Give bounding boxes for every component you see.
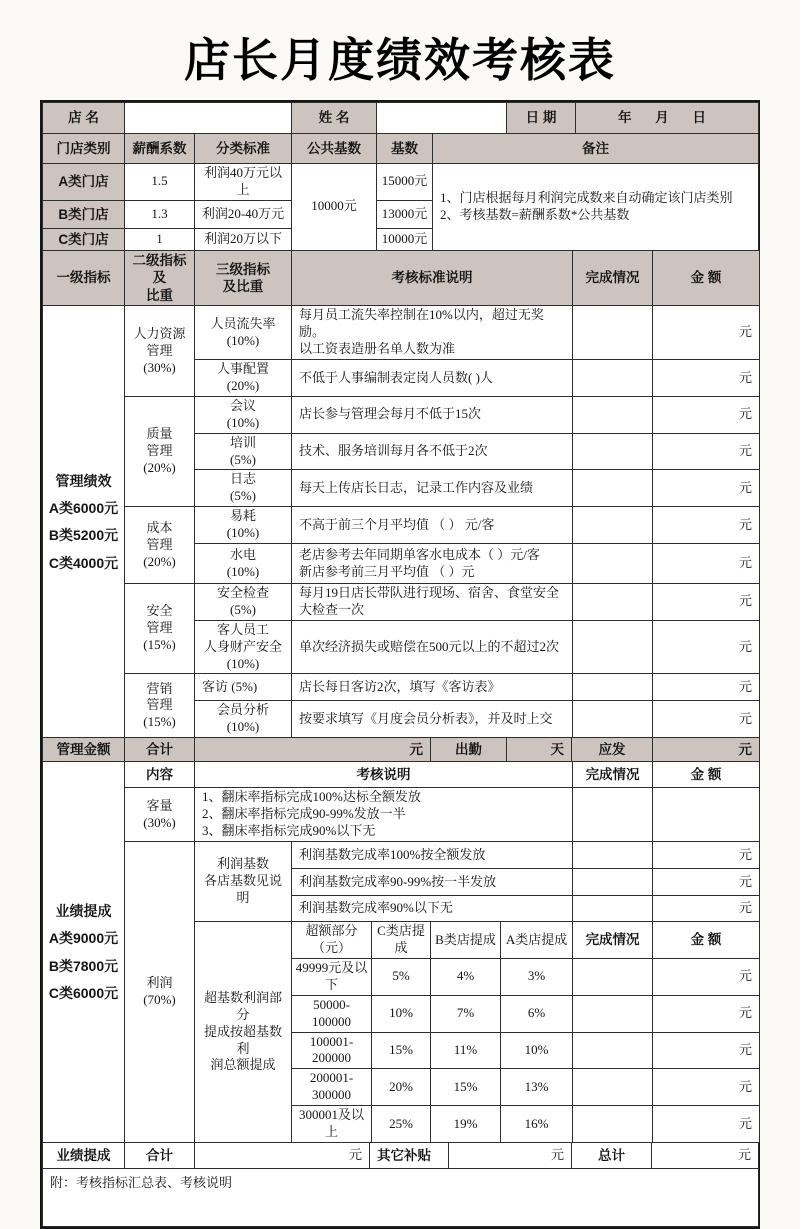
indicator-utilities-label: 水电 (10%) bbox=[195, 544, 292, 584]
table-row bbox=[43, 507, 760, 544]
amount-cell: 元 bbox=[653, 995, 760, 1032]
amount-cell: 元 bbox=[653, 674, 760, 701]
amount-cell: 元 bbox=[653, 470, 760, 507]
col-header-salary-coef: 薪酬系数 bbox=[125, 134, 195, 164]
group-quality-label: 质量 管理 (20%) bbox=[125, 396, 195, 506]
indicator-training-desc: 技术、服务培训每月各不低于2次 bbox=[292, 433, 573, 470]
status-input-cell[interactable] bbox=[573, 360, 653, 397]
footer-note-table bbox=[42, 1168, 759, 1227]
commission-total-unit: 元 bbox=[195, 1142, 370, 1168]
excess-c-pct: 15% bbox=[372, 1032, 431, 1069]
amount-cell: 元 bbox=[653, 869, 760, 896]
status-input-cell[interactable] bbox=[573, 584, 653, 621]
management-amount-label: 管理金额 bbox=[43, 738, 125, 762]
indicator-journal-desc: 每天上传店长日志，记录工作内容及业绩 bbox=[292, 470, 573, 507]
coef-a-value: 1.5 bbox=[125, 164, 195, 201]
indicator-training-label: 培训 (5%) bbox=[195, 433, 292, 470]
indicator-guest-property-label: 客人员工 人身财产安全 (10%) bbox=[195, 620, 292, 674]
indicator-turnover-desc: 每月员工流失率控制在10%以内，超过无奖励。 以工资表造册名单人数为准 bbox=[292, 306, 573, 360]
excess-range: 49999元及以下 bbox=[292, 959, 372, 996]
attachment-note: 附：考核指标汇总表、考核说明 bbox=[43, 1168, 759, 1226]
indicator-staffing-label: 人事配置 (20%) bbox=[195, 360, 292, 397]
header-level1-indicator: 一级指标 bbox=[43, 250, 125, 306]
coef-b-value: 1.3 bbox=[125, 200, 195, 228]
table-row bbox=[43, 842, 760, 869]
base-b-value: 13000元 bbox=[377, 200, 433, 228]
amount-cell: 元 bbox=[653, 306, 760, 360]
other-subsidy-unit: 元 bbox=[449, 1142, 572, 1168]
standard-b-value: 利润20-40万元 bbox=[195, 200, 292, 228]
excess-a-pct: 3% bbox=[501, 959, 573, 996]
person-name-label: 姓 名 bbox=[292, 103, 377, 134]
table-row bbox=[43, 584, 760, 621]
header-completion-status: 完成情况 bbox=[573, 762, 653, 788]
excess-a-pct: 10% bbox=[501, 1032, 573, 1069]
profit-base-rule: 利润基数完成率90-99%按一半发放 bbox=[292, 869, 573, 896]
col-header-store-type: 门店类别 bbox=[43, 134, 125, 164]
profit-base-rule: 利润基数完成率90%以下无 bbox=[292, 896, 573, 922]
commission-table bbox=[42, 761, 760, 1143]
amount-cell: 元 bbox=[653, 396, 760, 433]
status-input-cell[interactable] bbox=[573, 995, 653, 1032]
excess-c-pct: 20% bbox=[372, 1069, 431, 1106]
group-cost-label: 成本 管理 (20%) bbox=[125, 507, 195, 584]
group-hr-label: 人力资源 管理 (30%) bbox=[125, 306, 195, 396]
indicator-journal-label: 日志 (5%) bbox=[195, 470, 292, 507]
status-input-cell[interactable] bbox=[573, 674, 653, 701]
amount-cell: 元 bbox=[653, 896, 760, 922]
header-level3-indicator: 三级指标 及比重 bbox=[195, 250, 292, 306]
amount-cell: 元 bbox=[653, 584, 760, 621]
remark-line: 2、考核基数=薪酬系数*公共基数 bbox=[440, 206, 630, 222]
indicator-meeting-label: 会议 (10%) bbox=[195, 396, 292, 433]
store-category-table bbox=[42, 133, 759, 251]
header-amount: 金 额 bbox=[653, 250, 760, 306]
excess-range: 300001及以上 bbox=[292, 1106, 372, 1143]
grand-total-label: 总计 bbox=[572, 1142, 652, 1168]
indicator-member-analysis-label: 会员分析 (10%) bbox=[195, 701, 292, 738]
commission-total-label: 业绩提成 bbox=[43, 1142, 125, 1168]
grand-total-unit: 元 bbox=[652, 1142, 759, 1168]
store-type-b-label: B类门店 bbox=[43, 200, 125, 228]
status-input-cell[interactable] bbox=[573, 507, 653, 544]
table-row bbox=[43, 164, 759, 201]
public-base-value: 10000元 bbox=[292, 164, 377, 251]
guest-volume-label: 客量 (30%) bbox=[125, 788, 195, 842]
store-type-c-label: C类门店 bbox=[43, 228, 125, 250]
indicator-safety-check-desc: 每月19日店长带队进行现场、宿舍、食堂安全大检查一次 bbox=[292, 584, 573, 621]
management-total-unit: 元 bbox=[195, 738, 431, 762]
col-header-class-standard: 分类标准 bbox=[195, 134, 292, 164]
indicator-consumables-label: 易耗 (10%) bbox=[195, 507, 292, 544]
indicator-member-analysis-desc: 按要求填写《月度会员分析表》，并及时上交 bbox=[292, 701, 573, 738]
commission-level1-cell: 业绩提成 A类9000元 B类7800元 C类6000元 bbox=[43, 762, 125, 1143]
excess-header-c: C类店提成 bbox=[372, 922, 431, 959]
indicator-guest-visit-label: 客访 (5%) bbox=[195, 674, 292, 701]
excess-range: 100001-200000 bbox=[292, 1032, 372, 1069]
commission-subtotal-label: 合计 bbox=[125, 1142, 195, 1168]
excess-header-range: 超额部分（元） bbox=[292, 922, 372, 959]
excess-range: 200001-300000 bbox=[292, 1069, 372, 1106]
header-content: 内容 bbox=[125, 762, 195, 788]
info-row-table bbox=[42, 102, 759, 134]
status-input-cell[interactable] bbox=[573, 620, 653, 674]
coef-c-value: 1 bbox=[125, 228, 195, 250]
date-label: 日 期 bbox=[507, 103, 576, 134]
col-header-remarks: 备注 bbox=[433, 134, 759, 164]
excess-profit-rule-label: 超基数利润部分 提成按超基数利 润总额提成 bbox=[195, 922, 292, 1143]
indicator-turnover-label: 人员流失率 (10%) bbox=[195, 306, 292, 360]
indicator-meeting-desc: 店长参与管理会每月不低于15次 bbox=[292, 396, 573, 433]
table-row bbox=[43, 306, 760, 360]
status-input-cell[interactable] bbox=[573, 869, 653, 896]
group-marketing-label: 营销 管理 (15%) bbox=[125, 674, 195, 738]
table-row bbox=[43, 674, 760, 701]
profit-base-label: 利润基数 各店基数见说明 bbox=[195, 842, 292, 922]
amount-cell: 元 bbox=[653, 620, 760, 674]
base-a-value: 15000元 bbox=[377, 164, 433, 201]
indicator-guest-visit-desc: 店长每日客访2次，填写《客访表》 bbox=[292, 674, 573, 701]
status-input-cell[interactable] bbox=[573, 306, 653, 360]
amount-cell: 元 bbox=[653, 842, 760, 869]
management-total-table bbox=[42, 737, 760, 762]
excess-a-pct: 16% bbox=[501, 1106, 573, 1143]
person-name-input-cell[interactable] bbox=[377, 103, 507, 134]
amount-cell: 元 bbox=[653, 959, 760, 996]
guest-volume-desc: 1、翻床率指标完成100%达标全额发放 2、翻床率指标完成90-99%发放一半 3、翻床率指标完成90%以下无 bbox=[195, 788, 573, 842]
table-row bbox=[43, 396, 760, 433]
status-input-cell[interactable] bbox=[573, 896, 653, 922]
indicator-staffing-desc: 不低于人事编制表定岗人员数( )人 bbox=[292, 360, 573, 397]
page-title: 店长月度绩效考核表 bbox=[184, 34, 616, 86]
scanned-form-page bbox=[0, 24, 800, 1190]
col-header-public-base: 公共基数 bbox=[292, 134, 377, 164]
excess-range: 50000-100000 bbox=[292, 995, 372, 1032]
amount-cell: 元 bbox=[653, 433, 760, 470]
excess-b-pct: 4% bbox=[431, 959, 501, 996]
status-input-cell[interactable] bbox=[573, 701, 653, 738]
remark-line: 1、门店根据每月利润完成数来自动确定该门店类别 bbox=[440, 190, 733, 205]
excess-header-status: 完成情况 bbox=[573, 922, 653, 959]
store-type-a-label: A类门店 bbox=[43, 164, 125, 201]
store-name-label: 店 名 bbox=[43, 103, 125, 134]
amount-cell[interactable] bbox=[653, 788, 760, 842]
excess-b-pct: 11% bbox=[431, 1032, 501, 1069]
remarks-cell bbox=[433, 164, 759, 251]
amount-cell: 元 bbox=[653, 507, 760, 544]
amount-cell: 元 bbox=[653, 1106, 760, 1143]
amount-cell: 元 bbox=[653, 1069, 760, 1106]
header-completion-status: 完成情况 bbox=[573, 250, 653, 306]
indicator-guest-property-desc: 单次经济损失或赔偿在500元以上的不超过2次 bbox=[292, 620, 573, 674]
header-amount: 金 额 bbox=[653, 762, 760, 788]
status-input-cell[interactable] bbox=[573, 470, 653, 507]
excess-header-b: B类店提成 bbox=[431, 922, 501, 959]
indicator-safety-check-label: 安全检查 (5%) bbox=[195, 584, 292, 621]
amount-cell: 元 bbox=[653, 544, 760, 584]
payable-unit: 元 bbox=[653, 738, 760, 762]
excess-a-pct: 13% bbox=[501, 1069, 573, 1106]
attendance-unit: 天 bbox=[507, 738, 572, 762]
amount-cell: 元 bbox=[653, 1032, 760, 1069]
standard-c-value: 利润20万以下 bbox=[195, 228, 292, 250]
profit-base-rule: 利润基数完成率100%按全额发放 bbox=[292, 842, 573, 869]
status-input-cell[interactable] bbox=[573, 1032, 653, 1069]
excess-header-a: A类店提成 bbox=[501, 922, 573, 959]
excess-b-pct: 7% bbox=[431, 995, 501, 1032]
indicator-utilities-desc: 老店参考去年同期单客水电成本（ ）元/客 新店参考前三月平均值 （ ）元 bbox=[292, 544, 573, 584]
table-row bbox=[43, 788, 760, 842]
profit-label: 利润 (70%) bbox=[125, 842, 195, 1143]
status-input-cell[interactable] bbox=[573, 1106, 653, 1143]
header-assessment-note: 考核说明 bbox=[195, 762, 573, 788]
group-safety-label: 安全 管理 (15%) bbox=[125, 584, 195, 674]
status-input-cell[interactable] bbox=[573, 1069, 653, 1106]
header-assessment-standard: 考核标准说明 bbox=[292, 250, 573, 306]
other-subsidy-label: 其它补贴 bbox=[370, 1142, 449, 1168]
standard-a-value: 利润40万元以上 bbox=[195, 164, 292, 201]
commission-total-table bbox=[42, 1142, 759, 1169]
excess-c-pct: 10% bbox=[372, 995, 431, 1032]
amount-cell: 元 bbox=[653, 701, 760, 738]
status-input-cell[interactable] bbox=[573, 959, 653, 996]
status-input-cell[interactable] bbox=[573, 544, 653, 584]
excess-b-pct: 15% bbox=[431, 1069, 501, 1106]
base-c-value: 10000元 bbox=[377, 228, 433, 250]
management-subtotal-label: 合计 bbox=[125, 738, 195, 762]
indicator-consumables-desc: 不高于前三个月平均值 （ ） 元/客 bbox=[292, 507, 573, 544]
excess-c-pct: 5% bbox=[372, 959, 431, 996]
col-header-base: 基数 bbox=[377, 134, 433, 164]
status-input-cell[interactable] bbox=[573, 842, 653, 869]
excess-a-pct: 6% bbox=[501, 995, 573, 1032]
attendance-label: 出勤 bbox=[431, 738, 507, 762]
store-name-input-cell[interactable] bbox=[125, 103, 292, 134]
status-input-cell[interactable] bbox=[573, 788, 653, 842]
management-performance-table bbox=[42, 250, 760, 738]
status-input-cell[interactable] bbox=[573, 396, 653, 433]
assessment-form-table bbox=[40, 100, 760, 1229]
excess-c-pct: 25% bbox=[372, 1106, 431, 1143]
excess-header-amount: 金 额 bbox=[653, 922, 760, 959]
payable-label: 应发 bbox=[572, 738, 653, 762]
amount-cell: 元 bbox=[653, 360, 760, 397]
excess-b-pct: 19% bbox=[431, 1106, 501, 1143]
header-level2-indicator: 二级指标及 比重 bbox=[125, 250, 195, 306]
date-value: 年 月 日 bbox=[576, 103, 759, 134]
status-input-cell[interactable] bbox=[573, 433, 653, 470]
management-level1-cell: 管理绩效 A类6000元 B类5200元 C类4000元 bbox=[43, 306, 125, 738]
